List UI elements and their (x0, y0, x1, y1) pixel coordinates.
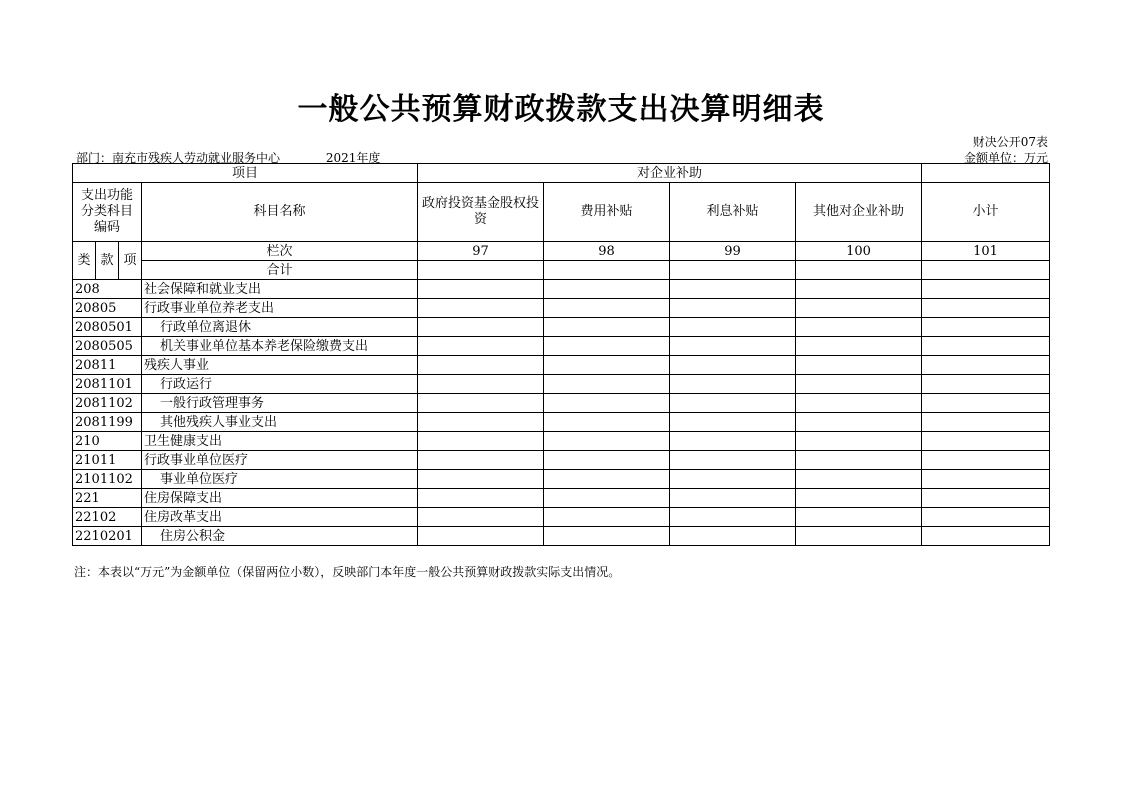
table-row (73, 451, 1050, 470)
row-code: 2080505 (73, 337, 142, 356)
row-value-cell (922, 432, 1050, 451)
col-number-101: 101 (922, 242, 1050, 261)
row-value-cell (544, 489, 670, 508)
header-group: 对企业补助 (418, 164, 922, 183)
table-row (73, 432, 1050, 451)
row-value-cell (922, 318, 1050, 337)
col-number-100: 100 (796, 242, 922, 261)
row-value-cell (670, 375, 796, 394)
row-value-cell (544, 527, 670, 546)
row-code: 20805 (73, 299, 142, 318)
form-code: 财决公开07表 (972, 135, 1048, 149)
row-value-cell (922, 508, 1050, 527)
row-value-cell (796, 356, 922, 375)
row-value-cell (670, 299, 796, 318)
header-col-other-subsidy: 其他对企业补助 (796, 183, 922, 242)
table-row (73, 489, 1050, 508)
row-name: 行政运行 (142, 375, 418, 394)
row-value-cell (796, 394, 922, 413)
row-value-cell (418, 337, 544, 356)
row-value-cell (922, 299, 1050, 318)
row-code: 2081199 (73, 413, 142, 432)
row-value-cell (796, 375, 922, 394)
row-code: 2210201 (73, 527, 142, 546)
row-value-cell (796, 413, 922, 432)
row-value-cell (418, 470, 544, 489)
row-value-cell (922, 470, 1050, 489)
header-lanci: 栏次 (142, 242, 418, 261)
row-value-cell (544, 451, 670, 470)
row-code: 2081101 (73, 375, 142, 394)
row-value-cell (670, 394, 796, 413)
row-code: 2081102 (73, 394, 142, 413)
header-col-interest-subsidy: 利息补贴 (670, 183, 796, 242)
row-value-cell (418, 451, 544, 470)
row-name: 事业单位医疗 (142, 470, 418, 489)
table-row (73, 299, 1050, 318)
table-row (73, 356, 1050, 375)
row-value-cell (922, 527, 1050, 546)
row-code: 210 (73, 432, 142, 451)
row-value-cell (796, 299, 922, 318)
col-number-99: 99 (670, 242, 796, 261)
header-item: 项目 (73, 164, 418, 183)
row-code: 22102 (73, 508, 142, 527)
row-value-cell (544, 413, 670, 432)
row-value-cell (544, 299, 670, 318)
row-name: 住房保障支出 (142, 489, 418, 508)
header-col-expense-subsidy: 费用补贴 (544, 183, 670, 242)
row-name: 行政事业单位医疗 (142, 451, 418, 470)
row-value-cell (670, 527, 796, 546)
year-label: 2021年度 (325, 151, 381, 165)
row-value-cell (922, 356, 1050, 375)
header-xiang: 项 (119, 242, 142, 280)
footnote: 注：本表以“万元”为金额单位（保留两位小数），反映部门本年度一般公共预算财政拨款实际支出情况。 (74, 565, 621, 579)
row-value-cell (544, 375, 670, 394)
row-value-cell (418, 318, 544, 337)
department-label: 部门：南充市残疾人劳动就业服务中心 (76, 151, 281, 165)
row-name: 社会保障和就业支出 (142, 280, 418, 299)
row-value-cell (544, 470, 670, 489)
row-name: 行政单位离退休 (142, 318, 418, 337)
row-name: 卫生健康支出 (142, 432, 418, 451)
row-value-cell (670, 451, 796, 470)
row-value-cell (544, 337, 670, 356)
row-value-cell (922, 337, 1050, 356)
row-value-cell (922, 394, 1050, 413)
row-value-cell (922, 413, 1050, 432)
row-value-cell (922, 375, 1050, 394)
row-value-cell (418, 527, 544, 546)
row-value-cell (922, 489, 1050, 508)
header-code: 支出功能分类科目编码 (73, 183, 142, 242)
row-value-cell (418, 280, 544, 299)
col-number-98: 98 (544, 242, 670, 261)
row-value-cell (670, 432, 796, 451)
row-code: 2101102 (73, 470, 142, 489)
table-row (73, 318, 1050, 337)
row-code: 221 (73, 489, 142, 508)
row-value-cell (418, 489, 544, 508)
row-name: 住房改革支出 (142, 508, 418, 527)
row-value-cell (796, 489, 922, 508)
table-row (73, 508, 1050, 527)
row-code: 2080501 (73, 318, 142, 337)
row-code: 20811 (73, 356, 142, 375)
row-value-cell (796, 451, 922, 470)
header-lei: 类 (73, 242, 96, 280)
row-name: 其他残疾人事业支出 (142, 413, 418, 432)
row-value-cell (418, 432, 544, 451)
row-value-cell (670, 356, 796, 375)
table-row (73, 470, 1050, 489)
row-value-cell (796, 337, 922, 356)
row-name: 机关事业单位基本养老保险缴费支出 (142, 337, 418, 356)
row-value-cell (544, 280, 670, 299)
row-value-cell (796, 527, 922, 546)
row-value-cell (796, 318, 922, 337)
row-value-cell (544, 508, 670, 527)
row-value-cell (670, 413, 796, 432)
row-value-cell (418, 375, 544, 394)
row-value-cell (670, 508, 796, 527)
row-name: 残疾人事业 (142, 356, 418, 375)
table-row (73, 375, 1050, 394)
unit-label: 金额单位：万元 (963, 151, 1048, 165)
row-value-cell (670, 470, 796, 489)
expenditure-table (72, 163, 1050, 546)
total-label: 合计 (142, 261, 418, 280)
header-meta-right (964, 134, 1048, 166)
row-value-cell (544, 356, 670, 375)
table-row (73, 413, 1050, 432)
row-code: 208 (73, 280, 142, 299)
page-title: 一般公共预算财政拨款支出决算明细表 (297, 92, 825, 127)
table-row (73, 394, 1050, 413)
row-value-cell (544, 432, 670, 451)
row-name: 一般行政管理事务 (142, 394, 418, 413)
row-value-cell (544, 394, 670, 413)
row-value-cell (796, 280, 922, 299)
row-value-cell (922, 280, 1050, 299)
row-name: 行政事业单位养老支出 (142, 299, 418, 318)
col-number-97: 97 (418, 242, 544, 261)
row-value-cell (670, 337, 796, 356)
table-row (73, 527, 1050, 546)
row-value-cell (670, 318, 796, 337)
header-col-equity-investment: 政府投资基金股权投资 (418, 183, 544, 242)
header-name: 科目名称 (142, 183, 418, 242)
row-value-cell (796, 432, 922, 451)
row-value-cell (796, 470, 922, 489)
row-value-cell (418, 356, 544, 375)
row-name: 住房公积金 (142, 527, 418, 546)
row-code: 21011 (73, 451, 142, 470)
table-row (73, 337, 1050, 356)
row-value-cell (544, 318, 670, 337)
row-value-cell (670, 280, 796, 299)
header-col-subtotal: 小计 (922, 183, 1050, 242)
row-value-cell (418, 413, 544, 432)
row-value-cell (418, 299, 544, 318)
row-value-cell (418, 508, 544, 527)
row-value-cell (418, 394, 544, 413)
row-value-cell (922, 451, 1050, 470)
row-value-cell (796, 508, 922, 527)
table-row (73, 280, 1050, 299)
row-value-cell (670, 489, 796, 508)
header-kuan: 款 (96, 242, 119, 280)
